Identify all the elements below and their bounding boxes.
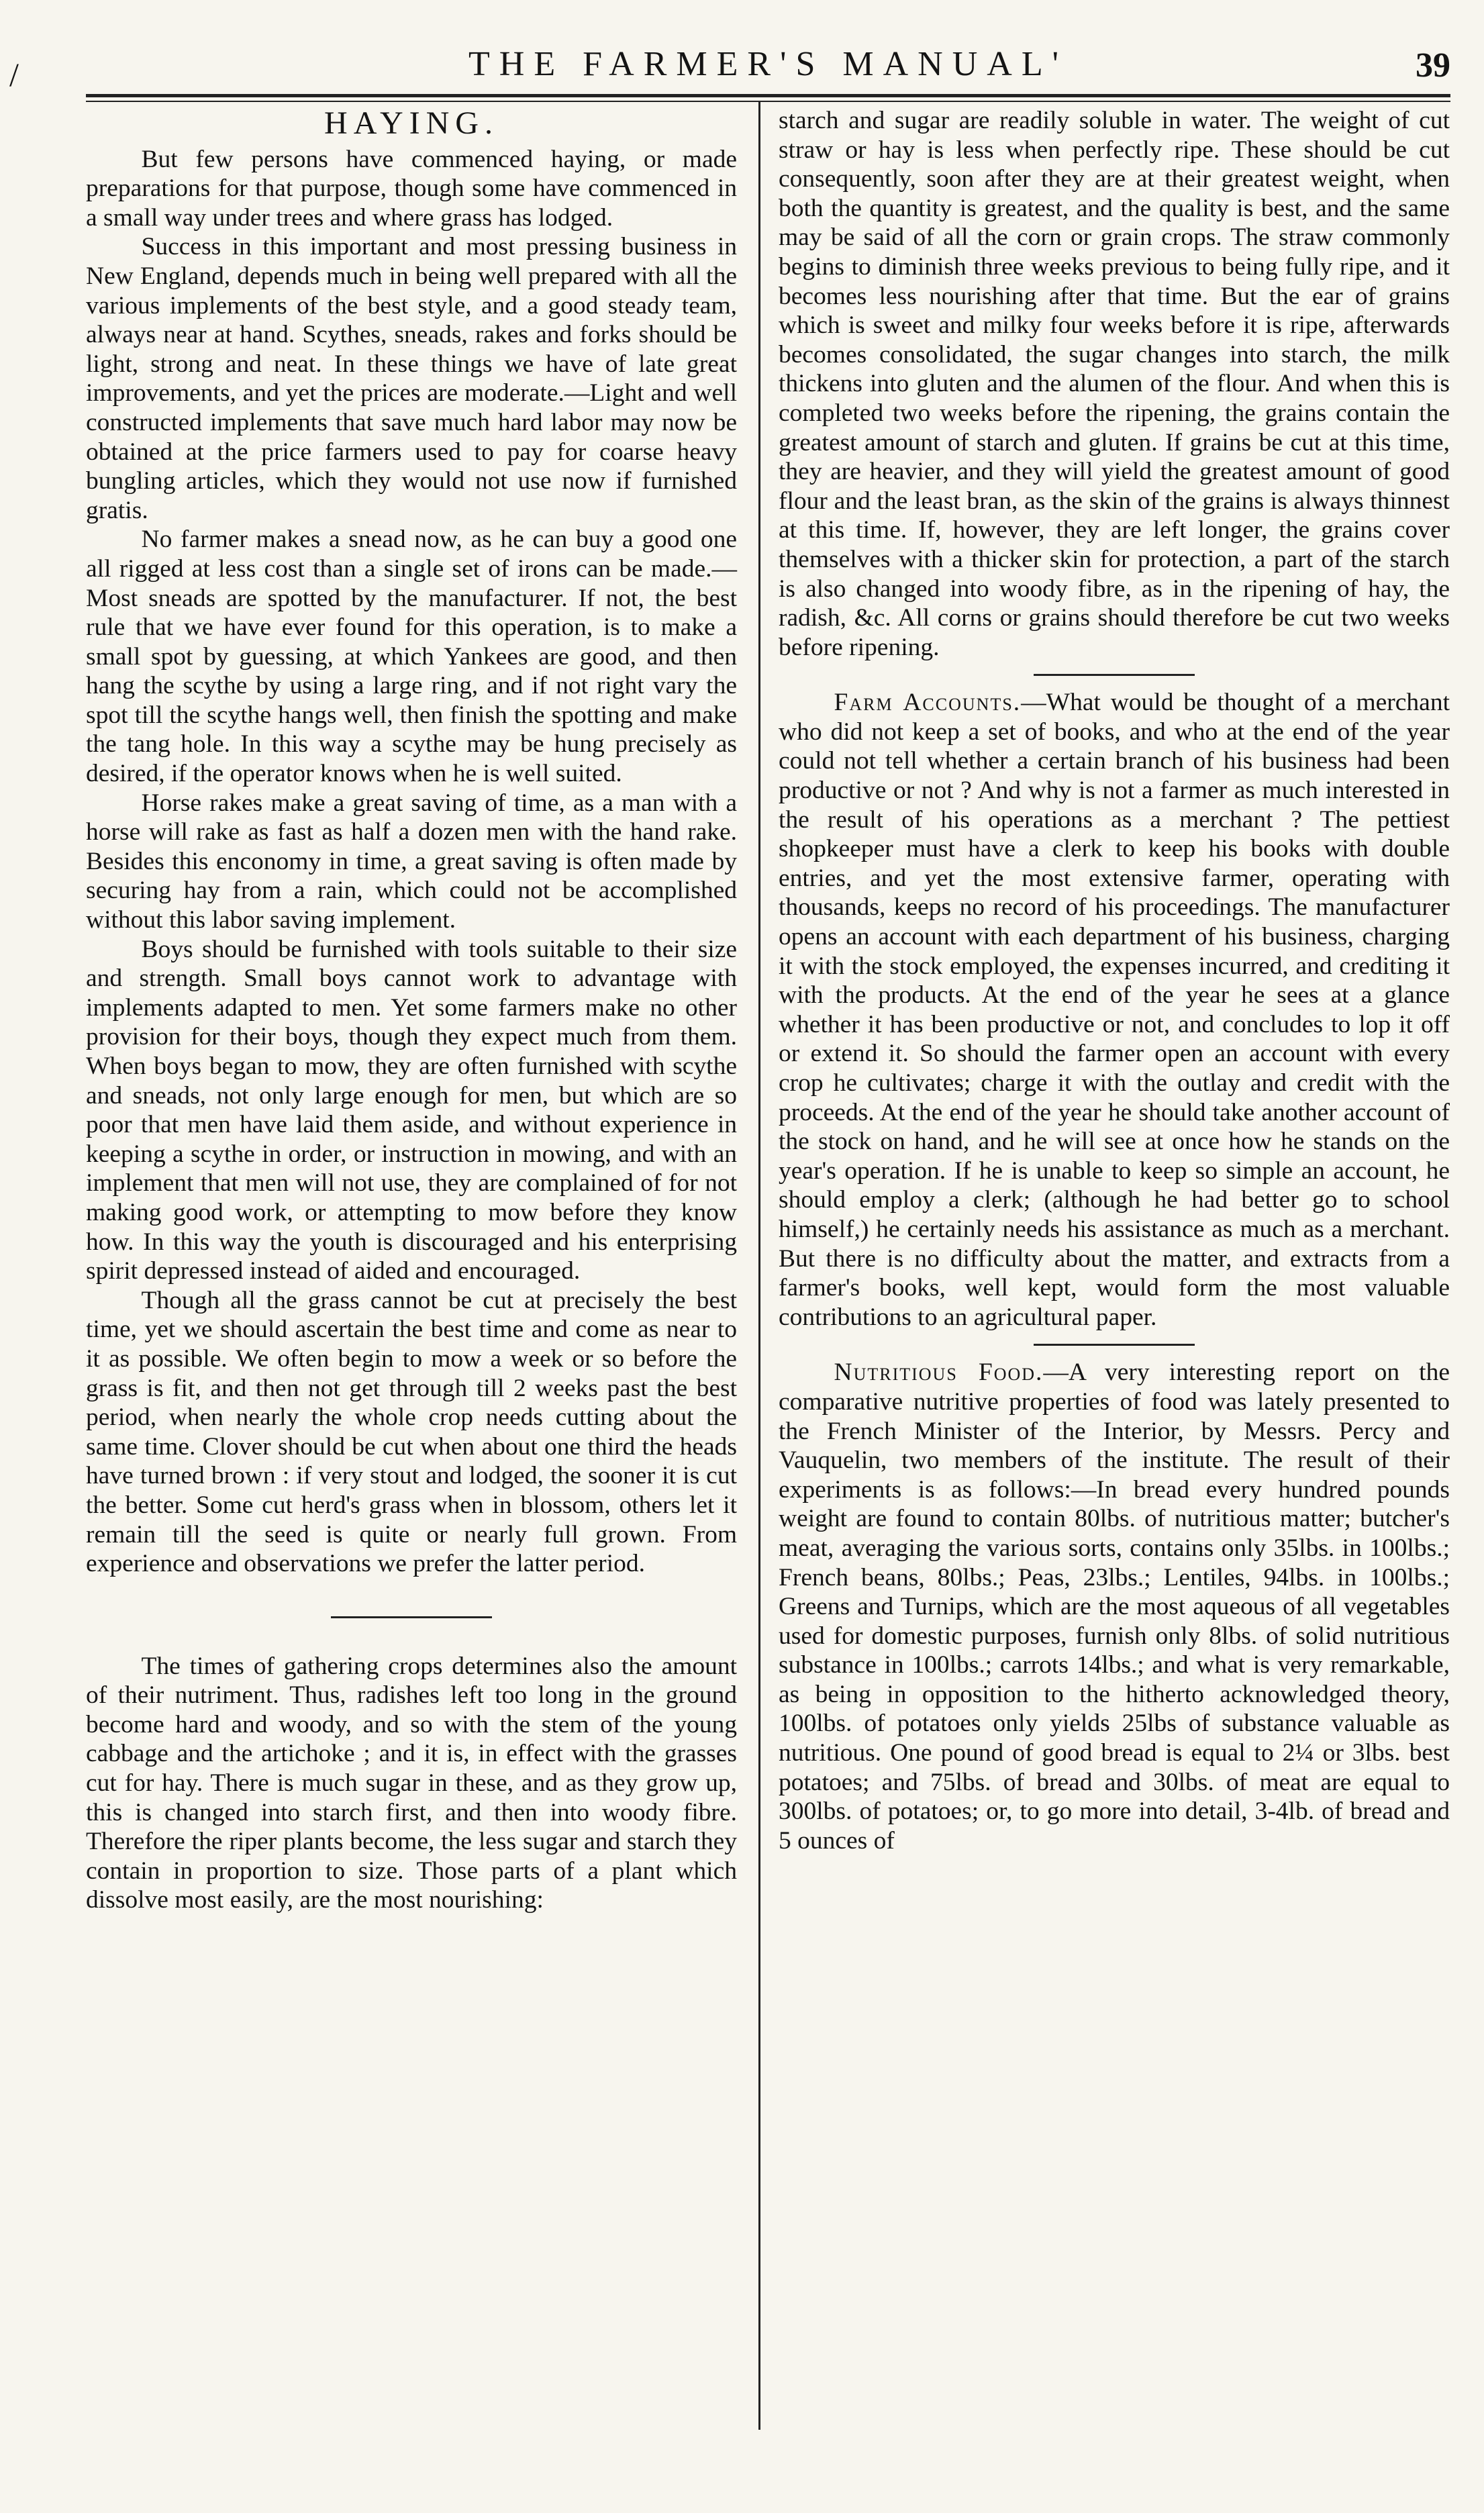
continuation-paragraph: starch and sugar are readily soluble in water. The weight of cut straw or hay is less when perfectly ripe. These should be cut consequently, soon after they are at their greatest weight, when both the quantity is greatest, and the quality is best, and the same may be said of all the corn or grain crops. The straw commonly begins to diminish three weeks previous to being fully ripe, and it becomes less nourishing after that time. But the ear of grains which is sweet and milky four weeks before it is ripe, afterwards becomes consolidated, the sugar changes into starch, the milk thickens into gluten and the alumen of the flour. And when this is completed two weeks before the ripening, the grains contain the greatest amount of starch and gluten. If grains be cut at this time, they are heavier, and they will yield the greatest amount of good flour and the least bran, as the skin of the grains is always thinnest at this time. If, however, they are left longer, the grains cover themselves with a thicker skin for protection, a part of the starch is also changed into woody fibre, as in the ripening of hay, the radish, &c. All corns or grains should therefore be cut two weeks before ripening. — [779, 107, 1450, 661]
paragraph: No farmer makes a snead now, as he can buy a good one all rigged at less cost than a single set of irons can be made.—Most sneads are spotted by the manufacturer. If not, the best rule that we have ever found for this operation, is to make a small spot by guessing, at which Yankees are good, and then hang the scythe by using a large ring, and if not right vary the spot till the scythe hangs well, then finish the spotting and make the tang hole. In this way a scythe may be hung precisely as desired, if the operator knows when he is well suited. — [86, 526, 737, 788]
column-divider — [758, 101, 760, 2430]
paragraph: Boys should be furnished with tools suitable to their size and strength. Small boys cannot work to advantage with implements adapted to men. Yet some farmers make no other provision for their boys, though they expect much from them. When boys began to mow, they are often furnished with scythe and sneads, not only large enough for men, but which are so poor that men have laid them aside, and without experience in keeping a scythe in order, or instruction in mowing, and with an implement that men will not use, they are complained of for not making good work, or attempting to mow before they know how. In this way the youth is discouraged and his enterprising spirit depressed instead of aided and encouraged. — [86, 935, 737, 1285]
farm-accounts-text: —What would be thought of a merchant who did not keep a set of books, and who at the end of the year could not tell whether a certain branch of his business had been productive or not ? And why is not a farmer as much interested in the result of his operations as a merchant ? The pettiest shopkeeper must have a clerk to keep his books with double entries, and yet the most extensive farmer, operating with thousands, keeps no record of his proceedings. The manufacturer opens an account with each department of his business, charging it with the stock employed, the expenses incurred, and crediting it with the products. At the end of the year he sees at a glance whether it has been productive or not, and concludes to lop it off or extend it. So should the farmer open an account with every crop he cultivates; charge it with the outlay and credit with the proceeds. At the end of the year he should take another account of the stock on hand, and he will see at once how he stands on the year's operation. If he is unable to keep so simple an account, he should employ a clerk; (although he had better go to school himself,) he certainly needs his assistance as much as a merchant. But there is no difficulty about the matter, and extracts from a farmer's books, well kept, would form the most valuable contributions to an agricultural paper. — [779, 689, 1450, 1331]
paragraph: Horse rakes make a great saving of time, as a man with a horse will rake as fast as half a dozen men with the hand rake. Besides this enconomy in time, a great saving is often made by securing hay from a rain, which could not be accomplished without this labor saving implement. — [86, 789, 737, 934]
right-column — [779, 106, 1450, 1855]
stray-mark: / — [9, 56, 19, 93]
nutritious-food-title: Nutritious Food. — [834, 1359, 1044, 1387]
running-title: THE FARMER'S MANUAL' — [468, 45, 1068, 83]
paragraph: Success in this important and most pressing business in New England, depends much in being well prepared with all the various implements of the best style, and a good steady team, always near at hand. Scythes, sneads, rakes and forks should be light, strong and neat. In these things we have of late great improvements, and yet the prices are moderate.—Light and well constructed implements that save much hard labor may now be obtained at the price farmers used to pay for coarse heavy bungling articles, which they would not use now if furnished gratis. — [86, 233, 737, 524]
farm-accounts-title: Farm Accounts. — [834, 689, 1022, 717]
section-divider — [1034, 1344, 1195, 1346]
section-divider — [1034, 674, 1195, 676]
crops-paragraph: The times of gathering crops determines also the amount of their nutriment. Thus, radishes left too long in the ground become hard and woody, and so with the stem of the young cabbage and the artichoke ; and it is, in effect with the grasses cut for hay. There is much sugar in these, and as they grow up, this is changed into starch first, and then into woody fibre. Therefore the riper plants become, the less sugar and starch they contain in proportion to size. Those parts of a plant which dissolve most easily, are the most nourishing: — [86, 1652, 737, 1914]
farm-accounts-paragraph — [779, 688, 1450, 1332]
running-header — [86, 42, 1450, 102]
paragraph: Though all the grass cannot be cut at precisely the best time, yet we should ascertain the best time and come as near to it as possible. We often begin to mow a week or so before the grass is fit, and then not get through till 2 weeks past the best period, when nearly the whole crop needs cutting about the same time. Clover should be cut when about one third the heads have turned brown : if very stout and lodged, the sooner it is cut the better. Some cut herd's grass when in blossom, others let it remain till the seed is quite or nearly full grown. From experience and observations we prefer the latter period. — [86, 1286, 737, 1578]
haying-heading: HAYING. — [324, 105, 499, 141]
header-rule-thin — [86, 101, 1450, 102]
left-column — [86, 106, 737, 1915]
header-rule — [86, 94, 1450, 97]
page-number: 39 — [1416, 46, 1450, 85]
section-divider — [331, 1616, 492, 1618]
nutritious-food-text: —A very interesting report on the comparative nutritive properties of food was lately presented to the French Minister of the Interior, by Messrs. Percy and Vauquelin, two members of the institute. The result of their experiments is as follows:—In bread every hundred pounds weight are found to contain 80lbs. of nutritious matter; butcher's meat, averaging the various sorts, contains only 35lbs. in 100lbs.; French beans, 80lbs.; Peas, 23lbs.; Lentiles, 94lbs. in 100lbs.; Greens and Turnips, which are the most aqueous of all vegetables used for domestic purposes, furnish only 8lbs. of solid nutritious substance in 100lbs.; carrots 14lbs.; and what is very remarkable, as being in opposition to the hitherto acknowledged theory, 100lbs. of potatoes only yields 25lbs of substance valuable as nutritious. One pound of good bread is equal to 2¼ or 3lbs. best potatoes; and 75lbs. of bread and 30lbs. of meat are equal to 300lbs. of potatoes; or, to go more into detail, 3-4lb. of bread and 5 ounces of — [779, 1359, 1450, 1855]
paragraph: But few persons have commenced haying, or made preparations for that purpose, though some have commenced in a small way under trees and where grass has lodged. — [86, 145, 737, 232]
nutritious-food-paragraph — [779, 1358, 1450, 1855]
